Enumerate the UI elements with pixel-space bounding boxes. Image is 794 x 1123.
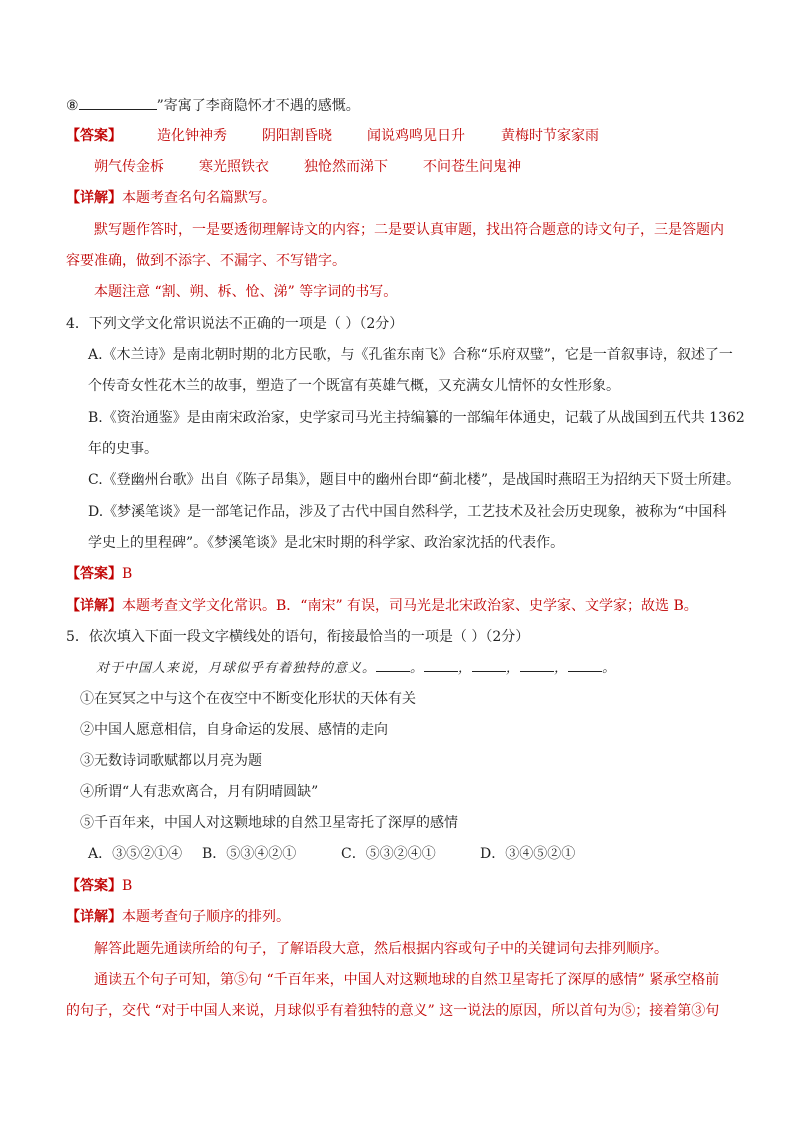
q5-sentence-1: ①在冥冥之中与这个在夜空中不断变化形状的天体有关 (80, 691, 416, 707)
q4-option-b-line2: 年的史事。 (88, 441, 158, 457)
passage-text: 对于中国人来说，月球似乎有着独特的意义。 (96, 661, 377, 676)
answer-item: 阴阳割昏晓 (262, 128, 332, 144)
answer-tag: 【答案】 (66, 878, 122, 894)
q5-passage: 对于中国人来说，月球似乎有着独特的意义。 。 ， ， ， 。 (96, 661, 617, 676)
answer-item: 黄梅时节家家雨 (501, 128, 599, 144)
q4-option-c: C.《登幽州台歌》出自《陈子昂集》，题目中的幽州台即“蓟北楼”，是战国时燕昭王为招纳天下贤士所建。 (88, 472, 740, 488)
q5-option-c: C．⑤③②④① (341, 846, 436, 862)
q3-para1-line1: 默写题作答时，一是要透彻理解诗文的内容；二是要认真审题，找出符合题意的诗文句子，三是答题内 (94, 222, 724, 238)
answer-item: 不问苍生问鬼神 (423, 159, 521, 175)
item8-text: ”寄寓了李商隐怀才不遇的感慨。 (156, 98, 360, 114)
fill-blank (376, 659, 410, 672)
q5-answer-line (66, 876, 132, 896)
answer-tag: 【答案】 (66, 566, 122, 582)
fill-blank (424, 659, 458, 672)
q4-option-a-line2: 个传奇女性花木兰的故事，塑造了一个既富有英雄气概，又充满女儿情怀的女性形象。 (88, 378, 620, 394)
answer-item: 闻说鸡鸣见日升 (367, 128, 465, 144)
q3-item8-line (66, 95, 360, 116)
q5-sentence-2: ②中国人愿意相信，自身命运的发展、感情的走向 (80, 722, 388, 738)
q5-para2-line2: 的句子，交代 “对于中国人来说，月球似乎有着独特的意义” 这一说法的原因，所以首句为⑤；接着第③句 (66, 1003, 720, 1019)
answer-item: 朔气传金柝 (94, 159, 164, 175)
fill-blank (79, 95, 157, 110)
fill-blank (568, 659, 602, 672)
q4-option-d-line1: D.《梦溪笔谈》是一部笔记作品，涉及了古代中国自然科学，工艺技术及社会历史现象，被称为“中国科 (88, 504, 727, 520)
item8-number: ⑧ (66, 98, 79, 114)
answer-value: B (122, 566, 133, 582)
q4-detail-line (66, 596, 698, 616)
q5-option-a: A．③⑤②①④ (88, 846, 183, 862)
q5-option-b: B．⑤③④②① (202, 846, 297, 862)
q5-sentence-4: ④所谓“人有悲欢离合，月有阴晴圆缺” (80, 784, 319, 800)
q3-detail-line (66, 188, 276, 208)
q3-para1-line2: 容要准确，做到不添字、不漏字、不写错字。 (66, 253, 346, 269)
detail-tag: 【详解】 (66, 190, 122, 206)
answer-value: B (122, 878, 133, 894)
answer-item: 独怆然而涕下 (304, 159, 388, 175)
answer-item: 造化钟神秀 (157, 128, 227, 144)
q5-para2-line1: 通读五个句子可知，第⑤句 “千百年来，中国人对这颗地球的自然卫星寄托了深厚的感情” 紧承空格前 (94, 972, 720, 988)
q5-option-d: D．③④⑤②① (480, 846, 576, 862)
detail-tag: 【详解】 (66, 598, 122, 614)
detail-text: 本题考查名句名篇默写。 (122, 190, 276, 206)
q4-option-a-line1: A.《木兰诗》是南北朝时期的北方民歌，与《孔雀东南飞》合称“乐府双璧”，它是一首叙事诗，叙述了一 (88, 347, 733, 363)
q3-para2: 本题注意 “割、朔、柝、怆、涕” 等字词的书写。 (94, 284, 398, 300)
q5-sentence-3: ③无数诗词歌赋都以月亮为题 (80, 753, 262, 769)
q5-para1: 解答此题先通读所给的句子，了解语段大意，然后根据内容或句子中的关键词句去排列顺序。 (94, 941, 668, 957)
detail-tag: 【详解】 (66, 909, 122, 925)
fill-blank (520, 659, 554, 672)
q5-detail-line (66, 907, 290, 927)
q3-answer-tag: 【答案】 (66, 128, 122, 144)
q4-option-b-line1: B.《资治通鉴》是由南宋政治家，史学家司马光主持编纂的一部编年体通史，记载了从战国到五代共 1362 (88, 410, 745, 426)
detail-text: 本题考查文学文化常识。 (122, 598, 276, 614)
detail-highlight: B．“南宋” 有误，司马光是北宋政治家、史学家、文学家；故选 B。 (276, 598, 698, 614)
q5-stem: 5．依次填入下面一段文字横线处的语句，衔接最恰当的一项是（ ）（2分） (66, 629, 530, 645)
q5-sentence-5: ⑤千百年来，中国人对这颗地球的自然卫星寄托了深厚的感情 (80, 815, 458, 831)
fill-blank (472, 659, 506, 672)
q4-option-d-line2: 学史上的里程碑”。《梦溪笔谈》是北宋时期的科学家、政治家沈括的代表作。 (88, 535, 565, 551)
answer-item: 寒光照铁衣 (199, 159, 269, 175)
q4-stem: 4．下列文学文化常识说法不正确的一项是（ ）（2分） (66, 316, 404, 332)
detail-text: 本题考查句子顺序的排列。 (122, 909, 290, 925)
q4-answer-line (66, 564, 132, 584)
